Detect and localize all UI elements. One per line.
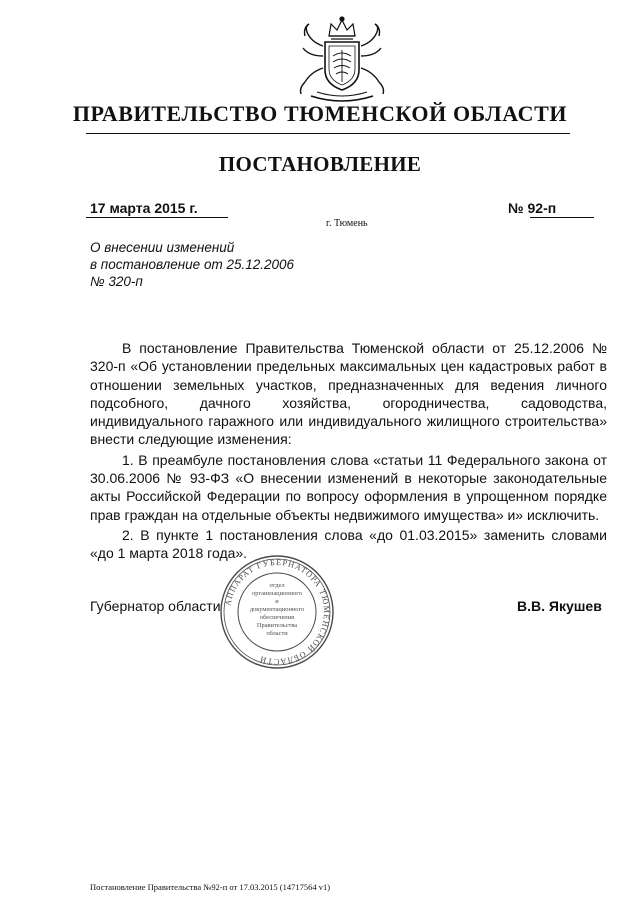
- svg-text:отдел: отдел: [269, 582, 285, 589]
- svg-text:АППАРАТ ГУБЕРНАТОРА ТЮМЕНСКО: АППАРАТ ГУБЕРНАТОРА ТЮМЕНСКОЙ ОБЛАСТИ: [223, 557, 332, 667]
- signer-name: В.В. Якушев: [517, 598, 602, 614]
- subject-line: О внесении изменений: [90, 240, 235, 255]
- government-title: ПРАВИТЕЛЬСТВО ТЮМЕНСКОЙ ОБЛАСТИ: [72, 101, 568, 126]
- body-preamble: [90, 339, 607, 449]
- signer-title: Губернатор области: [90, 598, 221, 614]
- document-subject: [90, 239, 294, 290]
- subject-line: № 320-п: [90, 274, 143, 289]
- body-item-2: 2. В пункте 1 постановления слова «до 01.03.2015» заменить словами «до 1 марта 2018 года».: [90, 526, 607, 562]
- title-divider: [86, 133, 570, 134]
- document-footer: Постановление Правительства №92-п от 17.03.2015 (14717564 v1): [90, 882, 331, 892]
- document-body: [90, 339, 607, 563]
- svg-text:документационного: документационного: [249, 606, 305, 613]
- body-item-1: 1. В преамбуле постановления слова «статьи 11 Федерального закона от 30.06.2006 № 93-ФЗ «О внесении изменений в некоторые законодательные акты Российской Федерации по вопросу оформления в упрощенном порядке прав граждан на отдельные объекты недвижимого имущества» и» исключить.: [90, 451, 607, 523]
- svg-text:и: и: [275, 598, 279, 605]
- svg-text:организационного: организационного: [252, 590, 302, 597]
- preamble-tail: внести следующие изменения:: [90, 431, 292, 448]
- number-underline: [530, 217, 594, 218]
- document-date: 17 марта 2015 г.: [90, 200, 198, 216]
- document-number: № 92-п: [508, 200, 557, 216]
- svg-text:Правительства: Правительства: [256, 622, 298, 629]
- svg-text:обеспечения: обеспечения: [259, 614, 295, 621]
- date-underline: [86, 217, 228, 218]
- subject-line: в постановление от 25.12.2006: [90, 257, 295, 272]
- official-stamp-icon: [219, 554, 335, 670]
- document-type: ПОСТАНОВЛЕНИЕ: [218, 152, 422, 176]
- preamble-text: В постановление Правительства Тюменской области от 25.12.2006 № 320-п «Об установлении предельных максимальных цен кадастровых работ в отношении земельных участков, предназначенных для ведения личного подсобного, дачного хозяйства, огородничества, садоводства, индивидуального гаражного или индивидуального жилищного строительства»: [90, 340, 607, 430]
- document-city: г. Тюмень: [326, 218, 368, 229]
- coat-of-arms-icon: [287, 12, 397, 104]
- svg-text:области: области: [266, 630, 288, 637]
